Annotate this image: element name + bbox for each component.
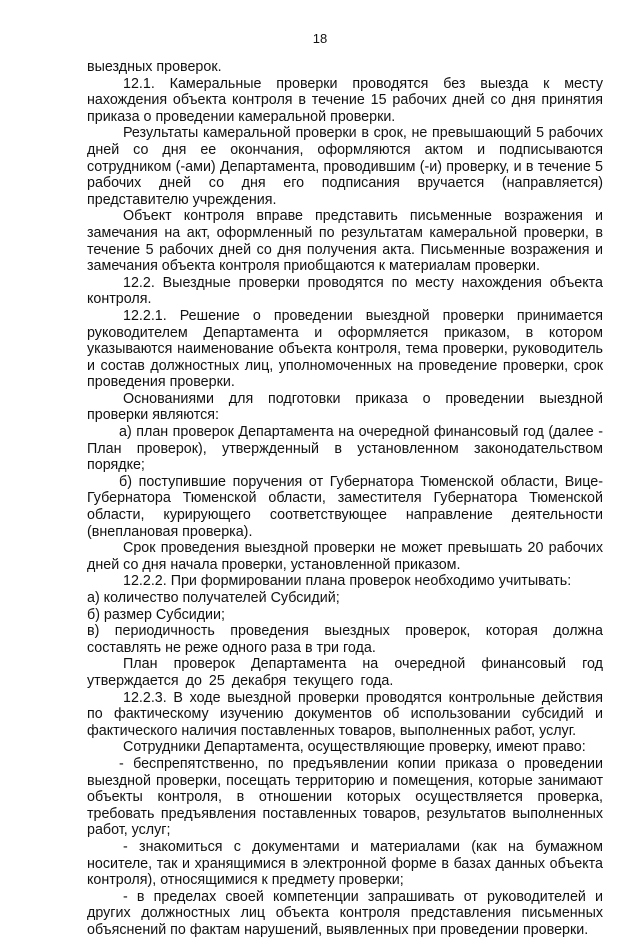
list-item: - знакомиться с документами и материалами (как на бумажном носителе, так и хранящимися в электронной форме в базах данных объекта контроля), относящимися к предмету проверки; [87, 838, 603, 889]
paragraph: Основаниями для подготовки приказа о проведении выездной проверки являются: [87, 390, 603, 424]
page-number: 18 [312, 31, 328, 46]
list-item: а) план проверок Департамента на очередной финансовый год (далее - План проверок), утвержденный в установленном законодательством порядке; [87, 424, 603, 474]
list-item: б) поступившие поручения от Губернатора Тюменской области, Вице-Губернатора Тюменской области, заместителя Губернатора Тюменской области, курирующего соответствующее направление деятельности (внеплановая проверка). [87, 473, 603, 540]
paragraph: План проверок Департамента на очередной финансовый год утверждается до 25 декабря текущего года. [87, 656, 603, 689]
paragraph: 12.1. Камеральные проверки проводятся без выезда к месту нахождения объекта контроля в течение 15 рабочих дней со дня принятия приказа о проведении камеральной проверки. [87, 75, 603, 125]
document-body [87, 59, 603, 938]
list-item: - беспрепятственно, по предъявлении копии приказа о проведении выездной проверки, посещать территорию и помещения, которые занимают объекты контроля, в отношении которых осуществляется проверка, требовать предъявления поставленных товаров, результатов выполненных работ, услуг; [87, 755, 603, 839]
paragraph: Срок проведения выездной проверки не может превышать 20 рабочих дней со дня начала проверки, установленной приказом. [87, 540, 603, 573]
paragraph: 12.2. Выездные проверки проводятся по месту нахождения объекта контроля. [87, 274, 603, 308]
paragraph: Сотрудники Департамента, осуществляющие проверку, имеют право: [123, 739, 586, 756]
paragraph: Результаты камеральной проверки в срок, не превышающий 5 рабочих дней со дня ее окончания, оформляются актом и подписываются сотрудником (-ами) Департамента, проводившим (-и) проверку, и в течение 5 рабочих дней со дня его подписания вручается (направляется) представителю учреждения. [87, 125, 603, 208]
paragraph: 12.2.2. При формировании плана проверок необходимо учитывать: [123, 573, 572, 590]
list-item: в) периодичность проведения выездных проверок, которая должна составлять не реже одного раза в три года. [87, 623, 603, 656]
list-item: б) размер Субсидии; [87, 606, 226, 623]
paragraph: выездных проверок. [87, 59, 222, 75]
paragraph: 12.2.1. Решение о проведении выездной проверки принимается руководителем Департамента и оформляется приказом, в котором указываются наименование объекта контроля, тема проверки, руководитель и состав должностных лиц, уполномоченных на проведение проверки, срок проведения проверки. [87, 307, 603, 391]
paragraph: 12.2.3. В ходе выездной проверки проводятся контрольные действия по фактическому изучению документов об использовании субсидий и фактического наличия поставленных товаров, выполненных работ, услуг. [87, 689, 603, 739]
paragraph: Объект контроля вправе представить письменные возражения и замечания на акт, оформленный по результатам камеральной проверки, в течение 5 рабочих дней со дня получения акта. Письменные возражения и замечания объекта контроля приобщаются к материалам проверки. [87, 208, 603, 275]
list-item: - в пределах своей компетенции запрашивать от руководителей и других должностных лиц объекта контроля представления письменных объяснений по фактам нарушений, выявленных при проведении проверки. [87, 888, 603, 938]
list-item: а) количество получателей Субсидий; [87, 590, 340, 606]
